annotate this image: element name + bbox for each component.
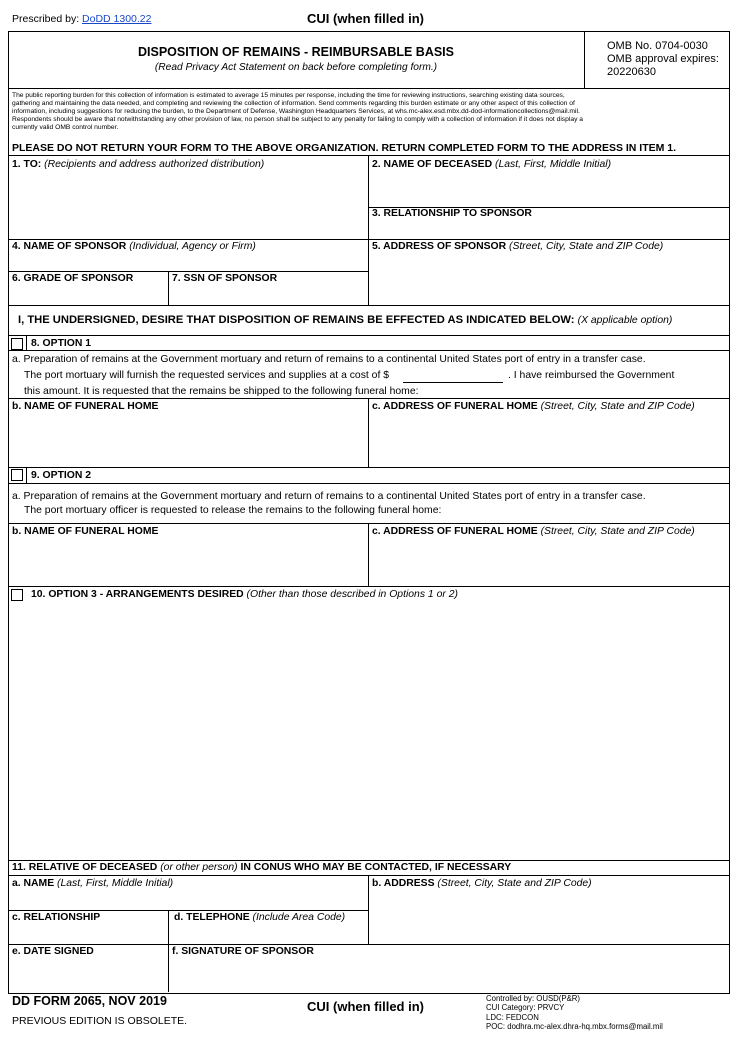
option1-funeral-home-field[interactable] (10, 414, 366, 466)
to-label: 1. TO: (Recipients and address authorized distribution) (12, 159, 265, 170)
option2-funeral-address-field[interactable] (370, 539, 726, 585)
option1-line-c: this amount. It is requested that the remains be shipped to the following funeral home: (24, 386, 419, 397)
return-notice: PLEASE DO NOT RETURN YOUR FORM TO THE ABOVE ORGANIZATION. RETURN COMPLETED FORM TO THE ADDRESS IN ITEM 1. (12, 142, 677, 154)
omb-expires-date: 20220630 (607, 66, 656, 78)
relative-relationship-label: c. RELATIONSHIP (12, 912, 101, 923)
burden-line: information, including suggestions for reducing the burden, to the Department of Defense, Washington Headquarters Services, at whs.mc-alex.esd.mbx.dd-dod-informationcollections@mail.mil. (12, 108, 580, 115)
option1-checkbox[interactable] (11, 338, 23, 350)
option3-label: 10. OPTION 3 - ARRANGEMENTS DESIRED (Other than those described in Options 1 or 2) (31, 589, 458, 600)
option1-label: 8. OPTION 1 (31, 338, 92, 349)
relative-address-field[interactable] (370, 891, 726, 943)
burden-line: gathering and maintaining the data needed, and completing and reviewing the collection of information. Send comments regarding this burden estimate or any other aspect of this collection of (12, 100, 575, 107)
option1-funeral-address-field[interactable] (370, 414, 726, 466)
relative-relationship-field[interactable] (10, 925, 166, 943)
burden-line: currently valid OMB control number. (12, 124, 119, 131)
relative-heading: 11. RELATIVE OF DECEASED (or other person) IN CONUS WHO MAY BE CONTACTED, IF NECESSARY (12, 862, 512, 873)
form-subtitle: (Read Privacy Act Statement on back before completing form.) (154, 62, 438, 73)
cui-designation-block (486, 994, 663, 1032)
option1-line-b2: . I have reimbursed the Government (508, 370, 675, 381)
date-signed-field[interactable] (10, 959, 166, 991)
relationship-label: 3. RELATIONSHIP TO SPONSOR (372, 208, 532, 219)
date-signed-label: e. DATE SIGNED (12, 946, 94, 957)
option2-funeral-home-label: b. NAME OF FUNERAL HOME (12, 526, 159, 537)
option2-line-b: The port mortuary officer is requested to release the remains to the following funeral home: (24, 505, 442, 516)
option1-cost-field[interactable] (403, 368, 503, 383)
form-title: DISPOSITION OF REMAINS - REIMBURSABLE BASIS (138, 45, 454, 59)
ssn-label: 7. SSN OF SPONSOR (172, 273, 278, 284)
option1-line-b1: The port mortuary will furnish the requested services and supplies at a cost of $ (24, 370, 390, 381)
to-field[interactable] (10, 172, 366, 238)
prescribed-by (12, 13, 152, 25)
option1-funeral-home-label: b. NAME OF FUNERAL HOME (12, 401, 159, 412)
telephone-field[interactable] (170, 925, 366, 943)
burden-line: The public reporting burden for this collection of information is estimated to average 15 minutes per response, including the time for reviewing instructions, searching existing data sources, (12, 92, 565, 99)
burden-statement (12, 92, 724, 132)
option1-line-a: a. Preparation of remains at the Government mortuary and return of remains to a continental United States port of entry in a transfer case. (12, 354, 646, 365)
relationship-field[interactable] (370, 221, 726, 238)
relative-name-field[interactable] (10, 891, 366, 909)
deceased-name-label: 2. NAME OF DECEASED (Last, First, Middle Initial) (372, 159, 612, 170)
deceased-name-field[interactable] (370, 172, 726, 206)
option2-funeral-address-label: c. ADDRESS OF FUNERAL HOME (Street, City, State and ZIP Code) (372, 526, 695, 537)
option2-label: 9. OPTION 2 (31, 470, 92, 481)
telephone-label: d. TELEPHONE (Include Area Code) (174, 912, 346, 923)
ssn-field[interactable] (170, 286, 366, 304)
prescribed-prefix: Prescribed by: (12, 13, 83, 25)
dodd-link[interactable]: DoDD 1300.22 (82, 13, 152, 25)
omb-expires-label: OMB approval expires: (607, 53, 719, 65)
signature-field[interactable] (170, 959, 726, 991)
ldc: LDC: FEDCON (486, 1012, 539, 1022)
disposition-heading: I, THE UNDERSIGNED, DESIRE THAT DISPOSITION OF REMAINS BE EFFECTED AS INDICATED BELOW: (X applicable option) (18, 314, 673, 326)
signature-label: f. SIGNATURE OF SPONSOR (172, 946, 314, 957)
option2-checkbox[interactable] (11, 469, 23, 481)
poc: POC: dodhra.mc-alex.dhra-hq.mbx.forms@mail.mil (486, 1022, 663, 1032)
sponsor-address-field[interactable] (370, 254, 726, 304)
relative-address-label: b. ADDRESS (Street, City, State and ZIP Code) (372, 878, 592, 889)
controlled-by: Controlled by: OUSD(P&R) (486, 994, 581, 1003)
sponsor-name-field[interactable] (10, 254, 366, 271)
cui-category: CUI Category: PRVCY (486, 1003, 565, 1013)
burden-line: Respondents should be aware that notwithstanding any other provision of law, no person shall be subject to any penalty for failing to comply with a collection of information if it does not display a (12, 116, 584, 123)
option2-line-a: a. Preparation of remains at the Government mortuary and return of remains to a continental United States port of entry in a transfer case. (12, 491, 646, 502)
cui-footer: CUI (when filled in) (307, 999, 424, 1014)
option1-funeral-address-label: c. ADDRESS OF FUNERAL HOME (Street, City, State and ZIP Code) (372, 401, 695, 412)
grade-label: 6. GRADE OF SPONSOR (12, 273, 134, 284)
option3-checkbox[interactable] (11, 589, 23, 601)
omb-block (607, 40, 719, 79)
form-id: DD FORM 2065, NOV 2019 (12, 994, 167, 1008)
option2-funeral-home-field[interactable] (10, 539, 366, 585)
relative-name-label: a. NAME (Last, First, Middle Initial) (12, 878, 174, 889)
omb-number: OMB No. 0704-0030 (607, 40, 708, 52)
cui-header: CUI (when filled in) (307, 11, 424, 26)
option3-arrangements-field[interactable] (10, 604, 726, 858)
sponsor-name-label: 4. NAME OF SPONSOR (Individual, Agency or Firm) (12, 241, 256, 252)
grade-field[interactable] (10, 286, 166, 304)
obsolete-notice: PREVIOUS EDITION IS OBSOLETE. (12, 1015, 188, 1027)
sponsor-address-label: 5. ADDRESS OF SPONSOR (Street, City, State and ZIP Code) (372, 241, 664, 252)
